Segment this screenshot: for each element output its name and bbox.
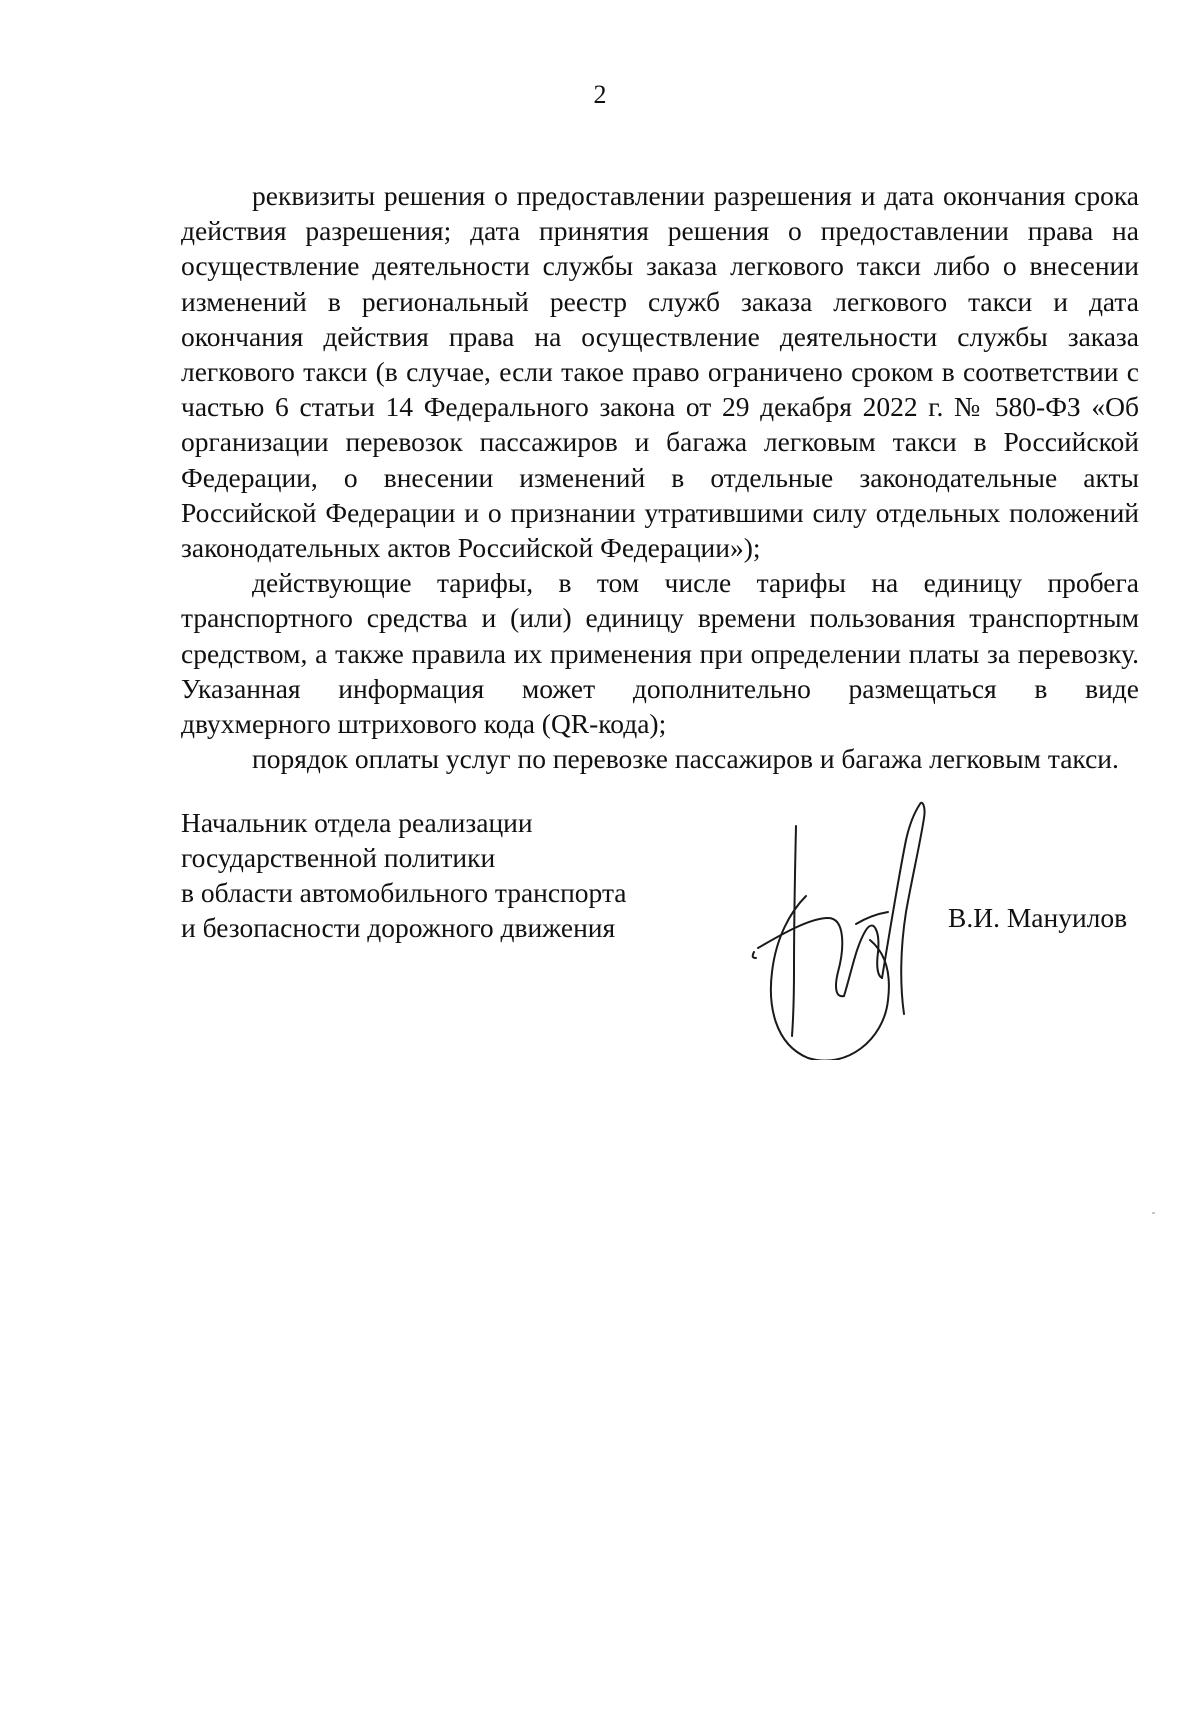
signature-stroke bbox=[844, 926, 882, 996]
text-line: Федерации, о внесении изменений в отдельные законодательные акты bbox=[181, 461, 1139, 493]
signature-stroke bbox=[771, 896, 889, 1060]
position-line: государственной политики bbox=[181, 842, 496, 873]
text-line: осуществление деятельности службы заказа легкового такси либо о внесении bbox=[181, 250, 1139, 282]
text-line: легкового такси (в случае, если такое право ограничено сроком в соответствии bbox=[181, 356, 1119, 388]
text-line: организации перевозок пассажиров и багажа легковым такси в Российской bbox=[181, 426, 1139, 458]
signer-name: В.И. Мануилов bbox=[948, 902, 1128, 933]
text-line: транспортного средства и (или) единицу времени пользования транспортным bbox=[181, 602, 1139, 634]
paragraph-payment-order bbox=[181, 741, 1139, 776]
signature-stroke bbox=[856, 912, 888, 924]
text-line: средством, а также правила их применения при определении платы за bbox=[181, 637, 1011, 669]
text-line: законодательных актов Российской Федерации»); bbox=[181, 532, 761, 564]
signature-stroke bbox=[792, 826, 796, 1036]
text-line: порядок оплаты услуг по перевозке пассажиров и багажа легковым такси. bbox=[252, 743, 1119, 775]
signatory-position bbox=[181, 805, 661, 945]
text-line: двухмерного штрихового кода (QR-кода); bbox=[181, 708, 667, 740]
text-line: действующие тарифы, в том числе тарифы на единицу пробега bbox=[252, 567, 1139, 599]
text-line: с частью 6 статьи 14 Федерального закона от 29 декабря 2022 г. № 580-ФЗ «Об bbox=[181, 356, 1139, 423]
text-line: окончания действия права на осуществление деятельности службы заказа bbox=[181, 320, 1139, 352]
position-line: в области автомобильного транспорта bbox=[181, 877, 627, 908]
handwritten-signature bbox=[748, 800, 938, 1060]
position-line: и безопасности дорожного движения bbox=[181, 912, 616, 943]
document-body bbox=[181, 178, 1139, 776]
paragraph-permit-details bbox=[181, 178, 1139, 565]
text-line: Российской Федерации и о признании утратившими силу отдельных положений bbox=[181, 496, 1139, 528]
page-number: 2 bbox=[593, 80, 607, 109]
paragraph-tariffs bbox=[181, 565, 1139, 741]
position-line: Начальник отдела реализации bbox=[181, 807, 533, 838]
text-line: изменений в региональный реестр служб заказа легкового такси и дата bbox=[181, 285, 1139, 317]
text-line: реквизиты решения о предоставлении разрешения и дата окончания срока bbox=[252, 180, 1139, 211]
signature-stroke bbox=[753, 952, 756, 958]
text-line: перевозку. Указанная информация может дополнительно размещаться в виде bbox=[181, 637, 1140, 704]
text-line: действия разрешения; дата принятия решения о предоставлении права на bbox=[181, 215, 1139, 247]
scan-artifact bbox=[1152, 1212, 1155, 1214]
